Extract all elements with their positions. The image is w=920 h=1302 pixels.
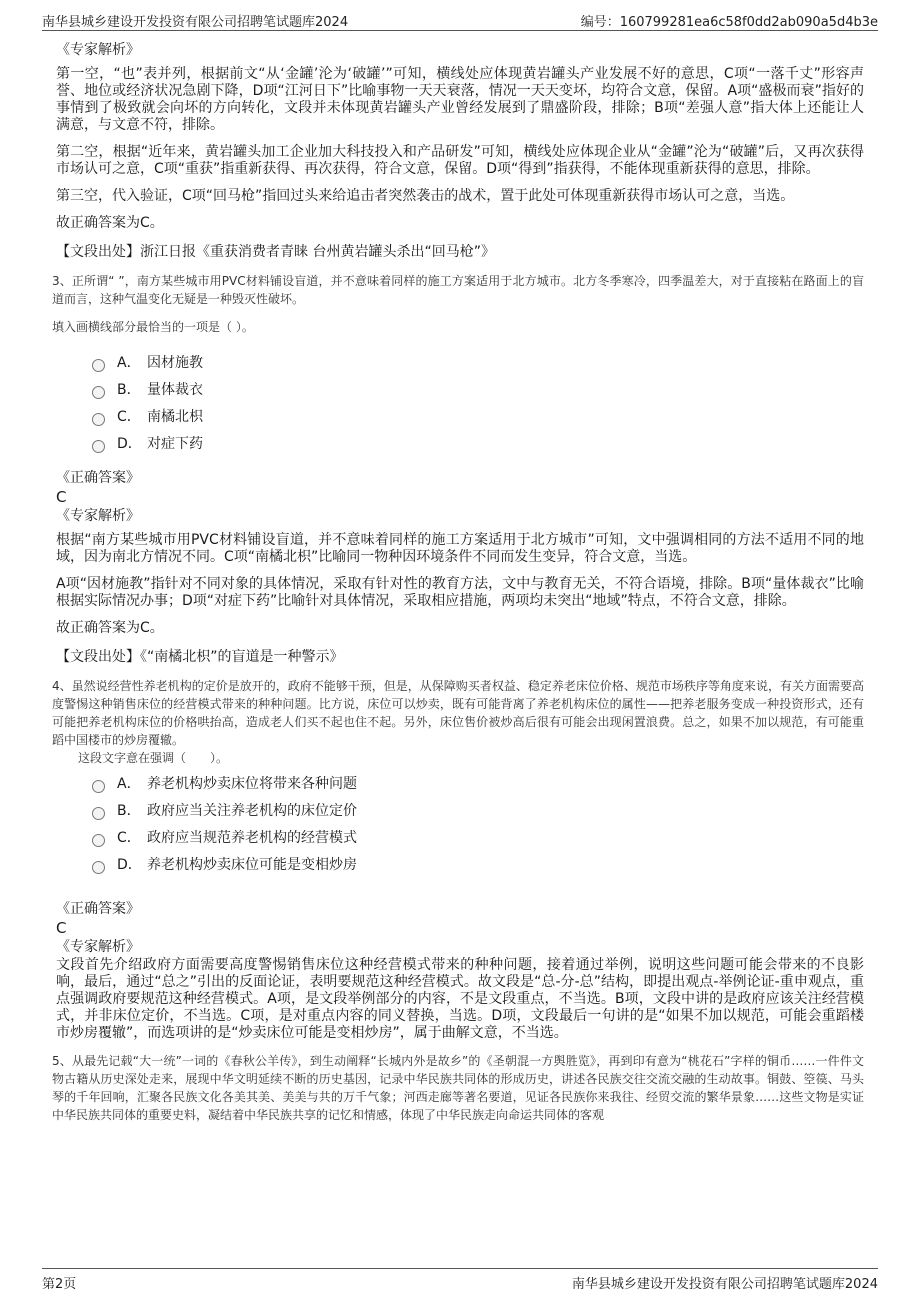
radio-icon[interactable] (92, 834, 105, 847)
footer-page-number: 第2页 (42, 1277, 77, 1292)
q3-answer: C (56, 488, 67, 506)
q3-option-c[interactable]: C． 南橘北枳 (92, 404, 864, 431)
q3-analysis-p1: 根据“南方某些城市用PVC材料铺设盲道，并不意味着同样的施工方案适用于北方城市”可知，文中强调相同的方法不适用不同的地域，因为南北方情况不同。C项“南橘北枳”比喻同一物种因环境条件不同而发生变异，符合文意，当选。 (56, 532, 864, 565)
q4-answer: C (56, 919, 67, 937)
q3-source: 【文段出处】《“南橘北枳”的盲道是一种警示》 (56, 649, 344, 665)
header-code: 编号：160799281ea6c58f0dd2ab090a5d4b3e (580, 15, 878, 30)
q3-options (92, 350, 864, 458)
q2-analysis-p2: 第二空，根据“近年来，黄岩罐头加工企业加大科技投入和产品研发”可知，横线处应体现企业从“金罐”沦为“破罐”后，又再次获得市场认可之意，C项“重获”指重新获得、再次获得，符合文意，保留。D项“得到”指获得，不能体现重新获得的意思，排除。 (56, 144, 864, 177)
radio-icon[interactable] (92, 440, 105, 453)
header-title: 南华县城乡建设开发投资有限公司招聘笔试题库2024 (42, 15, 349, 30)
q3-stem: 填入画横线部分最恰当的一项是（ ）。 (52, 320, 254, 334)
q2-expert-label: 《专家解析》 (56, 42, 140, 58)
radio-icon[interactable] (92, 807, 105, 820)
q4-option-a[interactable]: A． 养老机构炒卖床位将带来各种问题 (92, 771, 864, 798)
q4-option-c[interactable]: C． 政府应当规范养老机构的经营模式 (92, 825, 864, 852)
radio-icon[interactable] (92, 359, 105, 372)
radio-icon[interactable] (92, 413, 105, 426)
radio-icon[interactable] (92, 780, 105, 793)
q2-analysis-p1: 第一空，“也”表并列，根据前文“从‘金罐’沦为‘破罐’”可知，横线处应体现黄岩罐头产业发展不好的意思，C项“一落千丈”形容声誉、地位或经济状况急剧下降，D项“江河日下”比喻事物一天天衰落，情况一天天变坏，均符合文意，保留。A项“盛极而衰”指好的事情到了极致就会向坏的方向转化，文段并未体现黄岩罐头产业曾经发展到了鼎盛阶段，排除；B项“差强人意”指大体上还能让人满意，与文意不符，排除。 (56, 66, 864, 133)
q5-question: 5、从最先记载“大一统”一词的《春秋公羊传》，到生动阐释“长城内外是故乡”的《圣朝混一方舆胜览》，再到印有意为“桃花石”字样的铜币……一件件文物古籍从历史深处走来，展现中华文明延续不断的历史基因，记录中华民族共同体的形成历史，讲述各民族交往交流交融的生动故事。铜鼓、箜篌、马头琴的千年回响，汇聚各民族文化各美其美、美美与共的万千气象；河西走廊等著名要道，见证各民族你来我往、经贸交流的繁华景象……这些文物是实证中华民族共同体的重要史料，凝结着中华民族共享的记忆和情感，体现了中华民族走向命运共同体的客观 (52, 1054, 864, 1122)
page-footer (42, 1268, 878, 1293)
q3-option-a[interactable]: A． 因材施教 (92, 350, 864, 377)
q3-analysis-p2: A项“因材施教”指针对不同对象的具体情况，采取有针对性的教育方法，文中与教育无关，不符合语境，排除。B项“量体裁衣”比喻根据实际情况办事；D项“对症下药”比喻针对具体情况，采取相应措施，两项均未突出“地域”特点，不符合文意，排除。 (56, 576, 864, 609)
q4-expert-label: 《专家解析》 (56, 939, 140, 955)
footer-title: 南华县城乡建设开发投资有限公司招聘笔试题库2024 (571, 1277, 878, 1292)
q3-question: 3、正所谓“ ”，南方某些城市用PVC材料铺设盲道，并不意味着同样的施工方案适用于北方城市。北方冬季寒冷，四季温差大，对于直接粘在路面上的盲道而言，这种气温变化无疑是一种毁灭性破坏。 (52, 274, 864, 306)
q2-analysis-p3: 第三空，代入验证，C项“回马枪”指回过头来给追击者突然袭击的战术，置于此处可体现重新获得市场认可之意，当选。 (56, 188, 795, 204)
document-body (52, 40, 864, 1124)
q4-option-b[interactable]: B． 政府应当关注养老机构的床位定价 (92, 798, 864, 825)
q4-option-d[interactable]: D． 养老机构炒卖床位可能是变相炒房 (92, 852, 864, 879)
q4-question: 4、虽然说经营性养老机构的定价是放开的，政府不能够干预，但是，从保障购买者权益、稳定养老床位价格、规范市场秩序等角度来说，有关方面需要高度警惕这种销售床位的经营模式带来的种种问题。比方说，床位可以炒卖，既有可能背离了养老机构床位的属性——把养老服务变成一种投资形式，还有可能把养老机构床位的价格哄抬高，造成老人们买不起也住不起。另外，床位售价被炒高后很有可能会出现闲置浪费。总之，如果不加以规范，有可能重蹈中国楼市的炒房覆辙。 (52, 679, 864, 747)
page-header (42, 8, 878, 31)
q2-source: 【文段出处】浙江日报《重获消费者青睐 台州黄岩罐头杀出“回马枪”》 (56, 244, 495, 260)
q4-options (92, 771, 864, 879)
radio-icon[interactable] (92, 861, 105, 874)
q3-conclusion: 故正确答案为C。 (56, 620, 164, 636)
q3-option-d[interactable]: D． 对症下药 (92, 431, 864, 458)
q3-expert-label: 《专家解析》 (56, 508, 140, 524)
q2-conclusion: 故正确答案为C。 (56, 215, 164, 231)
radio-icon[interactable] (92, 386, 105, 399)
q3-answer-label: 《正确答案》 (56, 470, 140, 486)
q4-analysis-p1: 文段首先介绍政府方面需要高度警惕销售床位这种经营模式带来的种种问题，接着通过举例，说明这些问题可能会带来的不良影响，最后，通过“总之”引出的反面论证，表明要规范这种经营模式。故文段是“总-分-总”结构，即提出观点-举例论证-重申观点，重点强调政府要规范这种经营模式。A项，是文段举例部分的内容，不是文段重点，不当选。B项，文段中讲的是政府应该关注经营模式，并非床位定价，不当选。C项，是对重点内容的同义替换，当选。D项，文段最后一句讲的是“如果不加以规范，可能会重蹈楼市炒房覆辙”，而选项讲的是“炒卖床位可能是变相炒房”，属于曲解文意，不当选。 (56, 957, 864, 1041)
q4-answer-label: 《正确答案》 (56, 901, 140, 917)
q4-stem: 这段文字意在强调（ ）。 (78, 751, 229, 765)
q3-option-b[interactable]: B． 量体裁衣 (92, 377, 864, 404)
